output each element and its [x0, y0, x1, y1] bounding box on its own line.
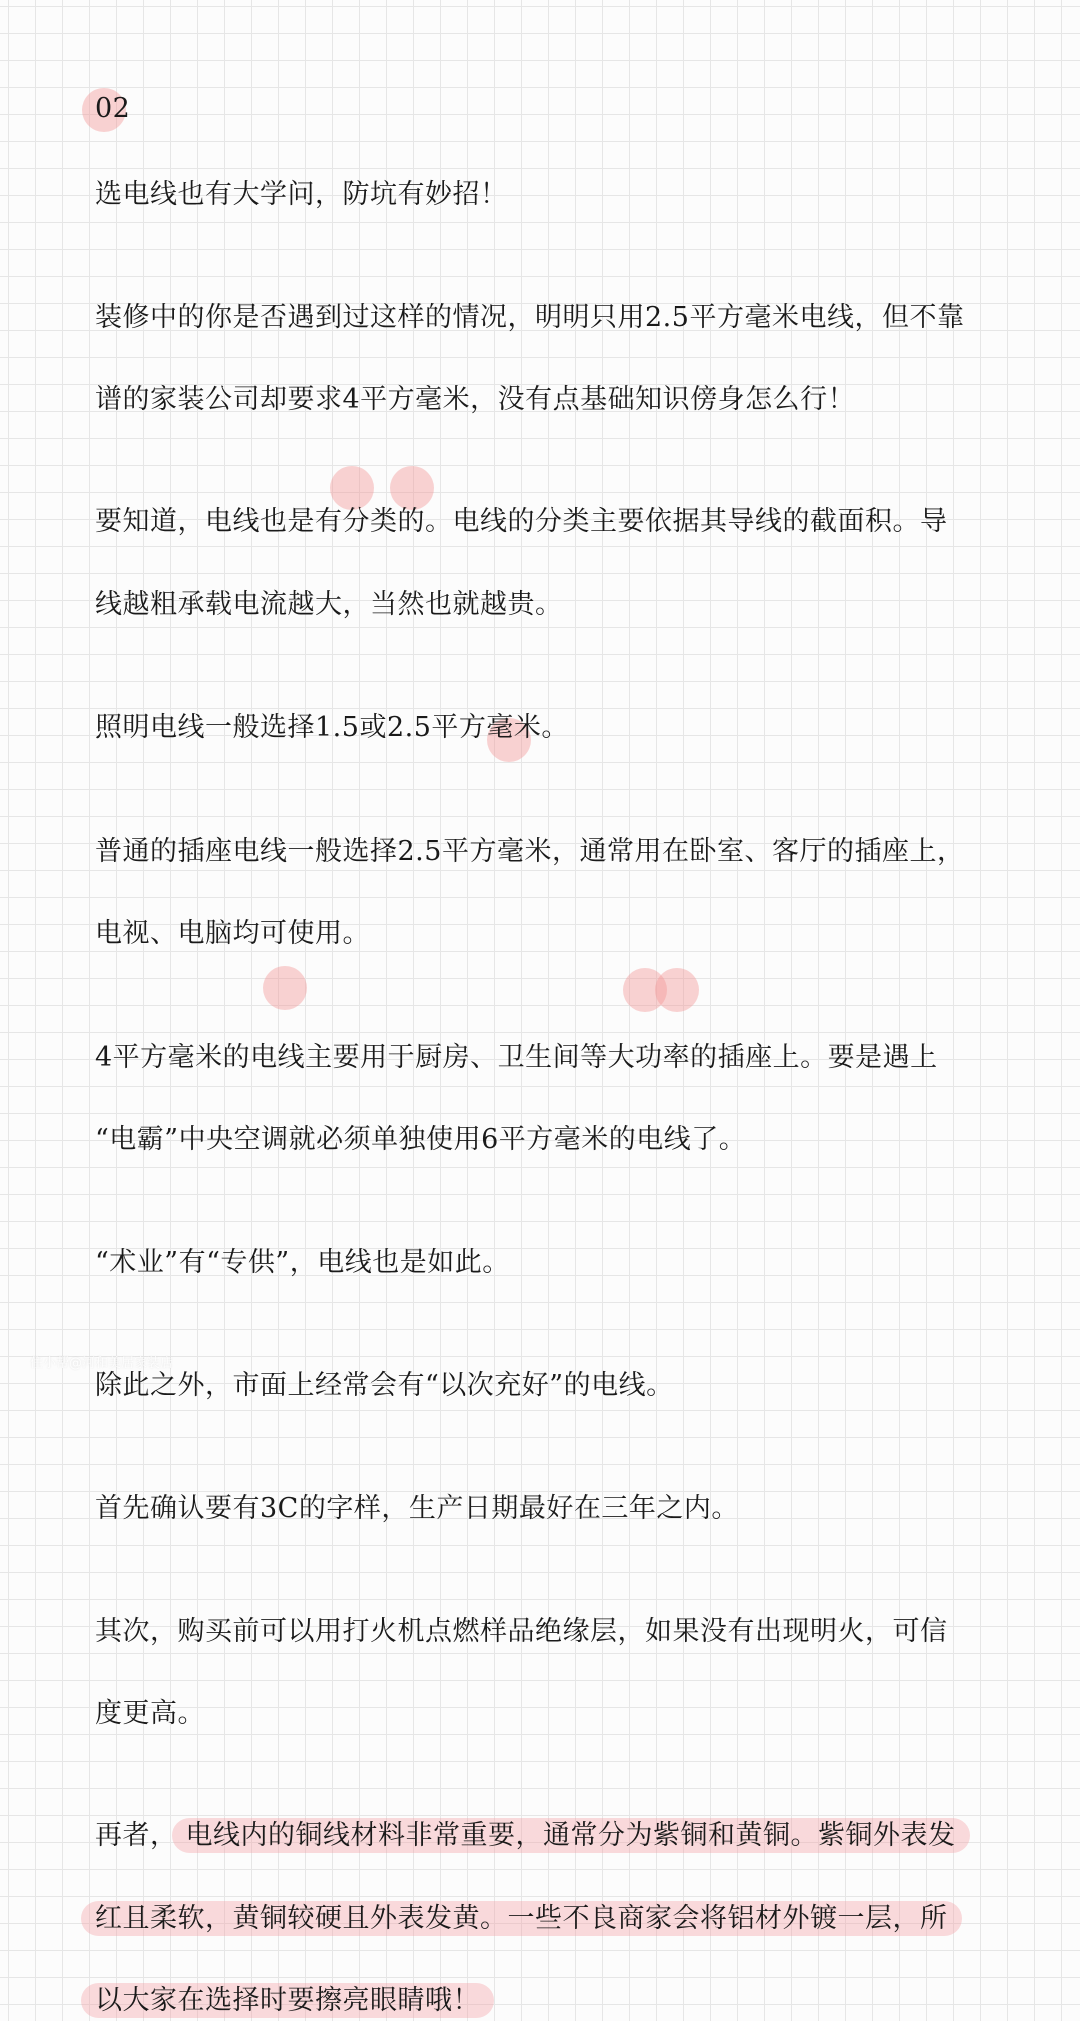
paragraph-4-line-1: 普通的插座电线一般选择2.5平方毫米，通常用在卧室、客厅的插座上，	[95, 836, 965, 867]
paragraph-10-highlight-line-1: 电线内的铜线材料非常重要，通常分为紫铜和黄铜。紫铜外表发	[172, 1818, 970, 1853]
paragraph-3-number-1: 1.5	[315, 712, 360, 743]
document-page	[95, 0, 1030, 2016]
paragraph-5-text-1: “电霸”中央空调就必须单独使用	[95, 1124, 482, 1155]
paragraph-8-number: 3C	[260, 1493, 299, 1524]
paragraph-2-line-2: 线越粗承载电流越大，当然也就越贵。	[95, 589, 563, 620]
heading: 选电线也有大学问，防坑有妙招！	[95, 179, 508, 210]
highlight-dot-san	[623, 968, 667, 1012]
highlight-dot-3c	[263, 966, 307, 1010]
paragraph-5-line-2	[95, 1120, 1030, 1160]
paragraph-3-text-1: 照明电线一般选择	[95, 712, 315, 743]
paragraph-10-line-2	[95, 1899, 1030, 1939]
section-number: 02	[95, 93, 131, 124]
paragraph-10-line-3	[95, 1981, 1030, 2021]
paragraph-6: “术业”有“专供”，电线也是如此。	[95, 1247, 510, 1278]
paragraph-1-line-1: 装修中的你是否遇到过这样的情况，明明只用2.5平方毫米电线，但不靠	[95, 302, 965, 333]
paragraph-3	[95, 708, 1030, 748]
paragraph-7: 除此之外，市面上经常会有“以次充好”的电线。	[95, 1370, 674, 1401]
paragraph-8-highlight: 三年	[601, 1493, 657, 1524]
paragraph-10-line-1	[95, 1816, 1030, 1856]
paragraph-4-line-2: 电视、电脑均可使用。	[95, 918, 370, 949]
paragraph-1-line-2: 谱的家装公司却要求4平方毫米，没有点基础知识傍身怎么行！	[95, 384, 856, 415]
paragraph-5-number: 6	[481, 1124, 499, 1155]
paragraph-5-line-1: 4平方毫米的电线主要用于厨房、卫生间等大功率的插座上。要是遇上	[95, 1042, 938, 1073]
paragraph-3-text-3: 平方毫米。	[431, 712, 569, 743]
paragraph-8	[95, 1489, 1030, 1529]
paragraph-8-text-2: 的字样，生产日期最好在	[298, 1493, 602, 1524]
paragraph-2-line-1: 要知道，电线也是有分类的。电线的分类主要依据其导线的截面积。导	[95, 506, 948, 537]
paragraph-10-highlight-line-3: 以大家在选择时要擦亮眼睛哦！	[81, 1983, 494, 2018]
paragraph-8-text-3: 之内。	[656, 1493, 739, 1524]
paragraph-8-text-1: 首先确认要有	[95, 1493, 260, 1524]
paragraph-10-prefix: 再者，	[95, 1820, 178, 1851]
highlight-dot-nian	[655, 968, 699, 1012]
paragraph-5-text-2: 平方毫米的电线了。	[498, 1124, 747, 1155]
paragraph-9-line-2: 度更高。	[95, 1698, 205, 1729]
paragraph-3-number-2: 2.5	[386, 712, 432, 743]
paragraph-10-highlight-line-2: 红且柔软，黄铜较硬且外表发黄。一些不良商家会将铝材外镀一层，所	[81, 1901, 962, 1936]
paragraph-9-line-1: 其次，购买前可以用打火机点燃样品绝缘层，如果没有出现明火，可信	[95, 1616, 948, 1647]
watermark: 住小帮@河和美居家装店	[30, 1356, 174, 1371]
paragraph-3-text-2: 或	[359, 712, 387, 743]
